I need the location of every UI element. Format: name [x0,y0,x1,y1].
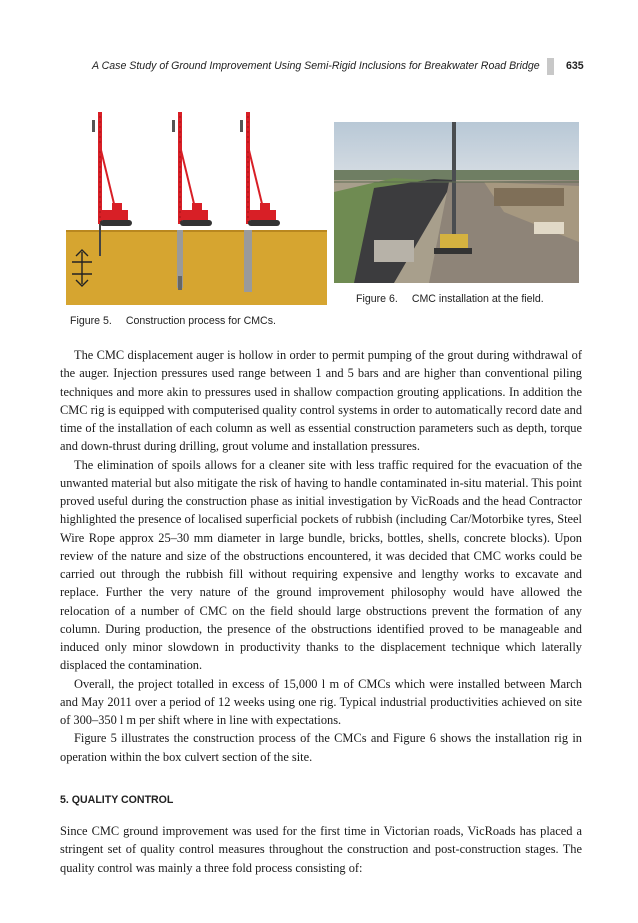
paragraph: The elimination of spoils allows for a cleaner site with less traffic required for the evacuation of the unwanted material but also mitigate the risk of having to handle contaminated in-situ material. This point proved useful during the construction phase as initial investigation by VicRoads and the head Contractor highlighted the presence of localised superficial pockets of rubbish (including Car/Motorbike tyres, Steel Wire Rope approx 25–30 mm diameter in large bundle, bricks, bottles, shells, concrete blocks). Upon review of the nature and size of the obstructions encountered, it was decided that CMC works could be carried out through the rubbish fill without requiring expensive and lengthy works to excavate and replace. Further the very nature of the ground improvement philosophy would have allowed the relocation of a number of CMC on the field should large obstructions prevent the formation of any column. During production, the presence of the obstructions identified proved to be manageable and induced only minor slowdown in productivity thanks to the displacement technique which laterally displaced the contamination. [60,457,582,673]
figure-5-construction-process-illustration [66,106,327,305]
page-number: 635 [566,60,584,72]
figure-5-caption-text: Construction process for CMCs. [125,315,276,327]
body-text [60,346,582,766]
rig-mast [452,122,456,240]
figure-6-label: Figure 6. [356,293,398,305]
paragraph: Since CMC ground improvement was used for the first time in Victorian roads, VicRoads has placed a stringent set of quality control measures throughout the construction and post-construction stages. The quality control was mainly a three fold process consisting of: [60,824,582,875]
running-title: A Case Study of Ground Improvement Using Semi-Rigid Inclusions for Breakwater Road Bridge [92,60,540,72]
header-marker-bar [547,58,554,75]
paragraph: Overall, the project totalled in excess of 15,000 l m of CMCs which were installed between March and May 2011 over a period of 12 weeks using one rig. Typical industrial productivities achieved on site of 300–350 l m per shift where in line with expectations. [60,676,582,727]
section-heading: 5. QUALITY CONTROL [60,794,174,806]
figure-6-caption-text: CMC installation at the field. [411,293,544,305]
figure-5-caption [70,315,276,327]
ground-layer [66,230,327,305]
running-header [0,60,638,80]
paragraph: The CMC displacement auger is hollow in order to permit pumping of the grout during withdrawal of the auger. Injection pressures used range between 1 and 5 bars and are higher than conventional piling techniques and more akin to pressures used in shallow compaction grouting applications. In addition the CMC rig is equipped with computerised quality control systems in order to automatically record date and time of the installation of each column as well as essential construction parameters such as depth, torque and down-thrust during drilling, grout volume and installation pressures. [60,348,583,454]
figure-6-caption [356,293,544,305]
paragraph: Figure 5 illustrates the construction process of the CMCs and Figure 6 shows the installation rig in operation within the box culvert section of the site. [60,731,582,764]
figure-6-site-photo [334,122,579,283]
section-body-text [60,822,582,877]
figure-5-label: Figure 5. [70,315,112,327]
